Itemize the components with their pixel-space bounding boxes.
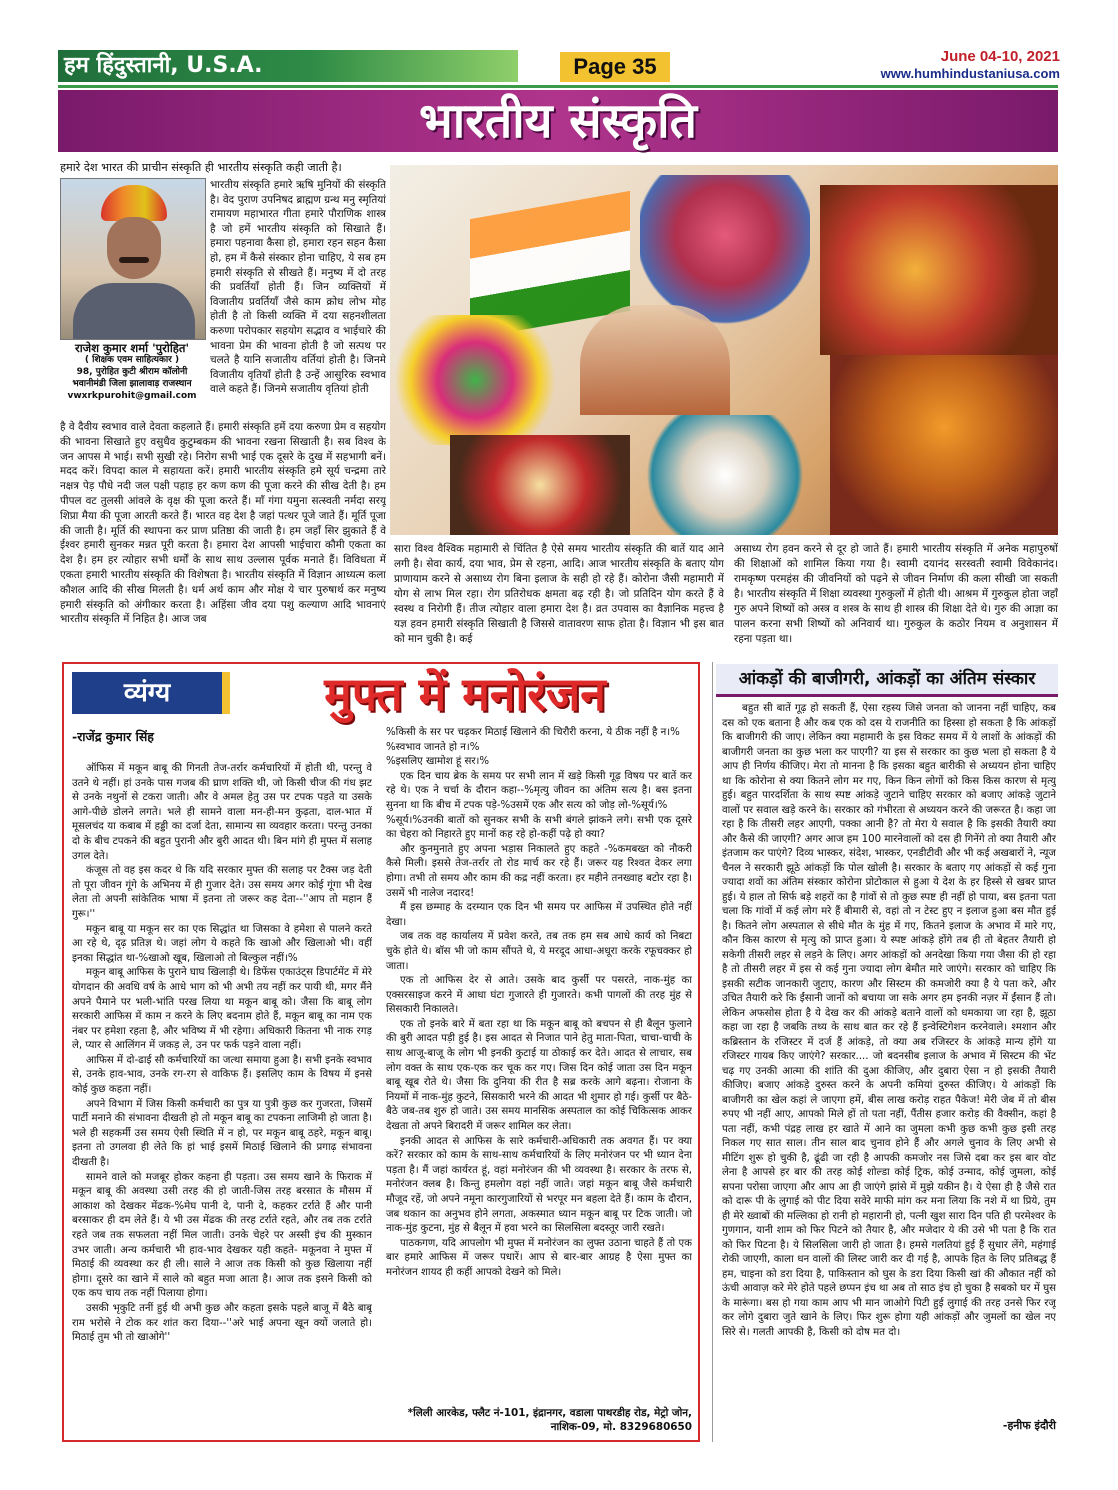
- section-banner: [58, 90, 1058, 152]
- article-left-column: है वे दैवीय स्वभाव वाले देवता कहलाते हैं। हमारी संस्कृति हमें दया करुणा प्रेम व सहयोग की भावना सिखाते हुए वसुधैव कुटुम्बकम की भावना रखना सिखाती है। सब विश्व के जन आपस मे भाई। सभी सुखी रहे। निरोग सभी भाई एक दूसरे के दुख में सहभागी बनें। मदद करें। विपदा काल मे सहायता करें। हमारी भारतीय संस्कृति हमे सूर्य चन्द्रमा तारे नक्षत्र पेड़ पौधे नदी जल पक्षी पहाड़ हर कण कण की पूजा करने की सीख देती है। हम पीपल वट तुलसी आंवले के वृक्ष की पूजा करते हैं। माँ गंगा यमुना सत्स्वती नर्मदा सरयू शिप्रा मैया की पूजा आरती करते हैं। भारत वह देश है जहां पत्थर पूजे जाते हैं। मूर्ति पूजा की जाती है। मूर्ति की स्थापना कर प्राण प्रतिष्ठा की जाती है। हम जहाँ सिर झुकाते हैं वे ईश्वर हमारी सुनकर मन्नत पूरी करता है। हमारा देश आपसी भाईचारा कौमी एकता का देश है। हम हर त्योहार सभी धर्मों के साथ साथ उल्लास पूर्वक मनाते हैं। विविधता में एकता हमारी भारतीय संस्कृति की विशेषता है। भारतीय संस्कृति में विज्ञान आध्यत्म कला कौशल आदि की सीख मिलती है। धर्म अर्थ काम और मोक्ष ये चार पुरुषार्थ कर मनुष्य हमारी संस्कृति को अंगीकार करता है। अहिंसा जीव दया पशु कल्याण आदि भावनाएं भारतीय संस्कृति में निहित है। आज जब: [60, 421, 386, 626]
- paragraph: मकून बाबू आफिस के पुराने घाघ खिलाड़ी थे। डिफेंस एकाउंट्स डिपार्टमेंट में मेरे योगदान की अवधि वर्ष के आधे भाग को भी अभी तय नहीं कर पायी थी, मगर मैंने अपने पैमाने पर भली-भांति परख लिया था मकून बाबू को। जैसा कि बाबू लोग सरकारी आफिस में काम न करने के लिए बदनाम होते हैं, मकून बाबू का नाम एक नंबर पर हमेशा रहता है, और भविष्य में भी रहेगा। अधिकारी कितना भी नाक रगड़ ले, प्यार से आलिंगन में जकड़ ले, उन पर फर्क पड़ने वाला नहीं।: [72, 967, 372, 1052]
- paragraph: अपने विभाग में जिस किसी कर्मचारी का पुत्र या पुत्री कुछ कर गुजरता, जिसमें पार्टी मनाने की संभावना दीखती हो तो मकून बाबू का टपकना लाजिमी हो जाता है। भले ही सहकर्मी उस समय ऐसी स्थिति में न हो, पर मकून बाबू ठहरे, मकून बाबू। इतना तो उगलवा ही लेते कि हां भाई इसमें मिठाई खिलाने की प्रगाढ़ संभावना दीखती है।: [72, 1098, 372, 1169]
- paragraph: %किसी के सर पर चढ़कर मिठाई खिलाने की चिरौरी करना, ये ठीक नहीं है न।%: [386, 727, 680, 738]
- paragraph: एक दिन चाय ब्रेक के समय पर सभी लान में खड़े किसी गूढ़ विषय पर बातें कर रहे थे। एक ने चर्चा के दौरान कहा--%मृत्यु जीवन का अंतिम सत्य है। बस इतना सुनना था कि बीच में टपक पड़े-%उसमें एक और सत्य को जोड़ लो-%सूर्य।%: [386, 770, 692, 811]
- paragraph: मकून बाबू या मकून सर का एक सिद्धांत था जिसका वे हमेशा से पालने करते आ रहे थे, दृढ़ प्रतिज्ञ थे। जहां लोग ये कहते कि खाओ और खिलाओ भी। वहीं इनका सिद्धांत था-%खाओ खूब, खिलाओ तो बिल्कुल नहीं।%: [72, 923, 372, 964]
- author-name: राजेश कुमार शर्मा 'पुरोहित': [74, 341, 189, 355]
- opinion-title: आंकड़ों की बाजीगरी, आंकड़ों का अंतिम संस्कार: [716, 664, 1058, 697]
- website-link[interactable]: www.humhindustaniusa.com: [880, 66, 1060, 81]
- paragraph: %स्वभाव जानते हो न।%: [386, 741, 480, 753]
- article-right-column: असाध्य रोग हवन करने से दूर हो जाते हैं। हमारी भारतीय संस्कृति में अनेक महापुरुषों की शिक्षाओं को शामिल किया गया है। स्वामी दयानंद सरस्वती स्वामी विवेकानंद। रामकृष्ण परमहंस की जीवनियों को पढ़ने से जीवन निर्माण की कला सीखी जा सकती है। भारतीय संस्कृति में शिक्षा व्यवस्था गुरुकुलों में होती थी। आश्रम में गुरुकुल होता जहाँ गुरु अपने शिष्यों को अस्त्र व शस्त्र के साथ ही शास्त्र की शिक्षा देते थे। गुरु की आज्ञा का पालन करना सभी शिष्यों को अनिवार्य था। गुरुकुल के कठोर नियम व अनुशासन में रहना पड़ता था।: [734, 543, 1058, 645]
- header-divider: [58, 85, 1058, 88]
- satire-tag: व्यंग्य: [72, 672, 230, 714]
- satire-column-1: [72, 762, 372, 1434]
- author-role: ( शिक्षक एवम साहित्यकार ): [84, 355, 180, 365]
- satire-column-2: [386, 726, 692, 1406]
- satire-author: -राजेंद्र कुमार सिंह: [72, 729, 154, 744]
- paragraph: कंजूस तो वह इस कदर थे कि यदि सरकार मुफ्त की सलाह पर टैक्स जड़ देती तो पूरा जीवन गूंगे के अभिनय में ही गुजार देते। उस समय अगर कोई गूंगा भी देख लेता तो अपनी सांकेतिक भाषा में इतना तो जरूर कह देता--''आप तो महान हैं गुरू।'': [72, 865, 372, 920]
- paragraph: ऑफिस में मकून बाबू की गिनती तेज-तर्रार कर्मचारियों में होती थी, परन्तु वे उतने थे नहीं। हां उनके पास गजब की घ्राण शक्ति थी, जो किसी चीज की गंध झट से उनके नथुनों से टकरा जाती। और वे अमल हेतु उस पर टपक पड़ते या उसके आगे-पीछे डोलने लगते। भले ही सामने वाला मन-ही-मन कुढ़ता, दाल-भात में मूसलचंद या कबाब में हड्डी का दर्जा देता, सामान्य सा व्यवहार करता। परन्तु उनका दो के बीच टपकने की बहुत पुरानी और बुरी आदत थी। बिन मांगे ही मुफ्त में सलाह उगल देते।: [72, 763, 372, 862]
- article-beside-photo: भारतीय संस्कृति हमारे ऋषि मुनियों की संस्कृति है। वेद पुराण उपनिषद ब्राह्मण ग्रन्थ मनु स्मृतियां रामायण महाभारत गीता हमारे पौराणिक शास्त्र है जो हमें भारतीय संस्कृति को सिखाते हैं। हमारा पहनावा कैसा हो, हमारा रहन सहन कैसा हो, हम में कैसे संस्कार होना चाहिए, ये सब हम हमारी संस्कृति से सीखते हैं। मनुष्य में दो तरह की प्रवर्तियाँ होती हैं। जिन व्यक्तियों में विजातीय प्रवर्तियाँ जैसे काम क्रोध लोभ मोह होती है तो किसी व्यक्ति में दया सहनशीलता करुणा परोपकार सहयोग सद्भाव व भाईचारे की भावना प्रेम की भावना होती है जो सत्पथ पर चलते है यानि सजातीय वर्तियां होती है। जिनमे विजातीय वृतियाँ होती है उन्हें आसुरिक स्वभाव वाले कहते हैं। जिनमे सजातीय वृतियां होती: [210, 179, 386, 396]
- culture-photo-collage: [390, 165, 1058, 535]
- article-intro: हमारे देश भारत की प्राचीन संस्कृति ही भारतीय संस्कृति कही जाती है।: [60, 161, 342, 174]
- opinion-author: -हनीफ इंदौरी: [1002, 1419, 1056, 1432]
- paragraph: एक तो इनके बारे में बता रहा था कि मकून बाबू को बचपन से ही बैलून फुलाने की बुरी आदत पड़ी हुई है। इस आदत से निजात पाने हेतु माता-पिता, चाचा-चाची के साथ आजू-बाजू के लोग भी इनकी कुटाई या ठोकाई कर देते। आदत से लाचार, सब लोग वक्त के साथ एक-एक कर चूक कर गए। जिस दिन कोई जाता उस दिन मकून बाबू खूब रोते थे। जैसा कि दुनिया की रीत है सब्र करके आगे बढ़ना। रोजाना के नियमों में नाक-मुंह कुटने, सिसकारी भरने की आदत भी शुमार हो गई। कुर्सी पर बैठे-बैठे जब-तब शुरु हो जाते। उस समय मानसिक अस्पताल का कोई चिकित्सक आकर देखता तो अपने बिरादरी में जरूर शामिल कर लेता।: [386, 1018, 692, 1133]
- author-photo: [60, 178, 206, 340]
- author-address: 98, पुरोहित कुटी श्रीराम कॉलोनी भवानीमंडी जिला झालावाड़ राजस्थान: [72, 367, 192, 389]
- paragraph: एक तो आफिस देर से आते। उसके बाद कुर्सी पर पसरते, नाक-मुंह का एक्सरसाइज करने में आधा घंटा गुजारते ही गुजारते। कभी पागलों की तरह मुंह से सिसकारी निकालते।: [386, 975, 692, 1016]
- paragraph: मैं इस छम्माह के दरम्यान एक दिन भी समय पर आफिस में उपस्थित होते नहीं देखा।: [386, 902, 692, 928]
- satire-address: *लिली आरकेड, फ्लैट नं-101, इंद्रानगर, वडाला पाथरडीह रोड, मेट्रो जोन, नाशिक-09, मो. 8329680650: [407, 1407, 692, 1433]
- issue-date: June 04-10, 2021: [940, 48, 1060, 65]
- paragraph: सामने वाले को मजबूर होकर कहना ही पड़ता। उस समय खाने के फिराक में मकून बाबू की अवस्था उसी तरह की हो जाती-जिस तरह बरसात के मौसम में आकाश को देखकर मेंढक-%मेघ पानी दे, पानी दे, कहकर टर्राते हैं और पानी बरसाकर ही दम लेते हैं। ये भी उस मेंढक की तरह टर्राते रहते, और तब तक टर्राते रहते जब तक सफलता नहीं मिल जाती। उनके चेहरे पर अस्सी इंच की मुस्कान उभर जाती। अन्य कर्मचारी भी हाव-भाव देखकर यही कहते- मकूनवा ने मुफ्त में मिठाई की व्यवस्था कर ही ली। साले ने आज तक किसी को कुछ खिलाया नहीं होगा। दूसरे का खाने में साले को बहुत मजा आता है। आज तक इसने किसी को एक कप चाय तक नहीं पिलाया होगा।: [72, 1171, 372, 1300]
- author-caption: [60, 342, 204, 402]
- page-number: Page 35: [560, 52, 670, 82]
- paragraph: जब तक वह कार्यालय में प्रवेश करते, तब तक हम सब आधे कार्य को निबटा चुके होते थे। बॉस भी जो काम सौंपते थे, ये मरदूद आधा-अधूरा करके रफूचक्कर हो जाता।: [386, 931, 692, 972]
- article-mid-column: सारा विश्व वैश्विक महामारी से चिंतित है ऐसे समय भारतीय संस्कृति की बातें याद आने लगी है। सेवा कार्य, दया भाव, प्रेम से रहना, आदि। आज भारतीय संस्कृति के बताए योग प्राणायाम करने से असाध्य रोग बिना इलाज के सही हो रहे हैं। कोरोना जैसी महामारी में योग से लाभ मिल रहा। रोग प्रतिरोधक क्षमता बढ़ रही है। जो प्रतिदिन योग करते हैं वे स्वस्थ व निरोगी हैं। तीज त्योहार वाला हमारा देश है। व्रत उपवास का वैज्ञानिक महत्त्व है यज्ञ हवन हमारी संस्कृति सिखाती है जिससे वातावरण साफ होता है। विज्ञान भी इस बात को मान चुकी है। कई: [394, 543, 724, 645]
- author-email: vwxrkpurohit@gmail.com: [67, 391, 197, 401]
- paragraph: पाठकगण, यदि आपलोग भी मुफ्त में मनोरंजन का लुफ्त उठाना चाहते हैं तो एक बार हमारे आफिस में जरूर पधारें। आप से बार-बार आग्रह है ऐसा मुफ्त का मनोरंजन शायद ही कहीं आपको देखने को मिले।: [386, 1237, 692, 1278]
- opinion-body: बहुत सी बातें गूढ़ हो सकती हैं, ऐसा रहस्य जिसे जनता को जानना नहीं चाहिए, कब दस को एक बताना है और कब एक को दस ये राजनीति का हिस्सा हो सकता है कि आंकड़ों कि बाजीगरी की जाए। लेकिन क्या महामारी के इस विकट समय में ये लाशों के आंकड़ों की बाजीगरी जनता का कुछ भला कर पाएगी? या इस से सरकार का कुछ भला हो सकता है ये आप ही निर्णय कीजिए। मेरा तो मानना है कि इसका बहुत बारीकी से अध्ययन होना चाहिए था कि कोरोना से क्या कितने लोग मर गए, किन किन लोगों को किस किस कारण से मृत्यु हुई। बहुत पारदर्शिता के साथ स्पष्ट आंकड़े जुटाने चाहिए सरकार को बजाए आंकड़े जुटाने वालों पर सवाल खड़े करने के। सरकार को गंभीरता से अध्ययन करने की जरूरत है। कहा जा रहा है कि तीसरी लहर आएगी, पक्का आनी है? तो मेरा ये सवाल है कि इसकी तैयारी क्या और कैसे की जाएगी? अगर आज हम 100 मारनेवालों को दस ही गिनेंगे तो क्या तैयारी और इंतजाम कर पाएंगे? दिव्य भास्कर, संदेश, भास्कर, एनडीटीवी और भी कई अखबारों ने, न्यूज चैनल ने सरकारी झूठे आंकड़ों कि पोल खोली है। सरकार के बताए गए आंकड़ों से कई गुना ज्यादा शवों का अंतिम संस्कार कोरोना प्रोटोकाल से हुआ ये देश के हर हिस्से से खबर प्राप्त हुई। ये हाल तो सिर्फ बड़े शहरों का है गांवों से तो कुछ स्पष्ट ही नहीं हो पाया, बस इतना पता चला कि गांवों में कई लोग मरे हैं बीमारी से, वहां तो न टेस्ट हुए न इलाज हुआ बस मौत हुई है। कितने लोग अस्पताल से सीधे मौत के मुंह में गए, कितने इलाज के अभाव में मारे गए, कौन किस कारण से मृत्यु को प्राप्त हुआ। ये स्पष्ट आंकड़े होंगे तब ही तो बेहतर तैयारी हो सकेगी तीसरी लहर से लड़ने के लिए। अगर आंकड़ों को अनदेखा किया गया जैसा की हो रहा है तो तीसरी लहर में इस से कई गुना ज्यादा लोग बेमौत मारे जाएंगे। सरकार को चाहिए कि इसकी सटीक जानकारी जुटाए, कारण और सिस्टम की कमजोरी क्या है ये पता करे, और उचित तैयारी करे कि ईंसानी जानों को बचाया जा सके अगर हम इनकी नज़र में ईंसान हैं तो। लेकिन अफसोस होता है ये देख कर की आंकड़े बताने वालों को धमकाया जा रहा है, झूठा कहा जा रहा है जबकि तथ्य के साथ बात कर रहे हैं इन्वेस्टिगेशन करनेवाले। श्मशान और कब्रिस्तान के रजिस्टर में दर्ज हैं आंकड़े, तो क्या अब रजिस्टर के आंकड़े मान्य होंगे या रजिस्टर गायब किए जाएंगे? सरकार.... जो बदनसीब इलाज के अभाव में सिस्टम की भेंट चढ़ गए उनकी आत्मा की शांति की दुआ कीजिए, और दुबारा ऐसा न हो इसकी तैयारी कीजिए। बजाए आंकड़े दुरुस्त करने के अपनी कमियां दुरुस्त कीजिए। ये आंकड़ों कि बाजीगरी का खेल कहां ले जाएगा हमें, बीस लाख करोड़ राहत पैकेज! मेरी जेब में तो बीस रुपए भी नहीं आए, आपको मिले हों तो पता नहीं, पैंतीस हजार करोड़ की वैक्सीन, कहां है पता नहीं, कभी पंद्रह लाख हर खाते में आने का जुमला कभी कुछ कभी कुछ इसी तरह निकल गए सात साल। तीन साल बाद चुनाव होने हैं और अगले चुनाव के लिए अभी से मीटिंग शुरू हो चुकी है, ढूंढी जा रही है आपकी कमजोर नस जिसे दबा कर इस बार वोट लेना है आपसे हर बार की तरह कोई शोल्डा कोई ट्रिक, कोई उन्माद, कोई जुमला, कोई सपना परोसा जाएगा और आप आ ही जाएंगे झांसे में मुझे यकीन है। ये ऐसा ही है जैसे रात को दारू पी के लुगाई को पीट दिया सवेरे माफी मांग कर मना लिया कि नशे में था प्रिये, तुम ही मेरे ख्वाबों की मल्लिका हो रानी हो महारानी हो, पत्नी खुश सारा दिन पति ही परमेश्वर के गुणगान, यानी शाम को फिर पिटने को तैयार है, और मजेदार ये की उसे भी पता है कि रात को फिर पिटना है। ये सिलसिला जारी हो जाता है। हमसे गलतियां हुई हैं सुधार लेंगे, महंगाई रोकी जाएगी, काला धन वालों की लिस्ट जारी कर दी गई है, आपके हित के लिए प्रतिबद्ध हैं हम, चाइना को डरा दिया है, पाकिस्तान को घुस के डरा दिया किसी खां की औकात नहीं को ऊंची आवाज़ करे मेरे होते पहले छप्पन इंच था अब तो साठ इंच हो चुका है सबको घर में घुस के मारूंगा। बस हो गया काम आप भी मान जाओगे पिटी हुई लुगाई की तरह उनसे फिर रजू कर लोगे दुबारा जुते खाने के लिए। फिर शुरू होगा यही आंकड़ों और जुमलों का खेल नए सिरे से। गलती आपकी है, किसी को दोष मत दो।: [722, 703, 1056, 1338]
- masthead-logo: हम हिंदुस्तानी, U.S.A.: [58, 50, 518, 82]
- section-title: भारतीय संस्कृति: [419, 93, 697, 149]
- satire-title: मुफ्त में मनोरंजन: [324, 667, 606, 721]
- paragraph: आफिस में दो-ढाई सौ कर्मचारियों का जत्था समाया हुआ है। सभी इनके स्वभाव से, उनके हाव-भाव, उनके रग-रग से वाकिफ हैं। इसलिए काम के विषय में इनसे कोई कुछ कहता नहीं।: [72, 1054, 372, 1096]
- paragraph: और कुनमुनाते हुए अपना भड़ास निकालते हुए कहते -%कमबख्त को नौकरी कैसे मिली। इससे तेज-तर्रार तो रोड मार्च कर रहे हैं। जरूर यह रिश्वत देकर लगा होगा। तभी तो समय और काम की कद्र नहीं करता। हर महीने तनख्वाह बटोर रहा है। उसमें भी नालेज नदारद!: [386, 843, 692, 899]
- paragraph: उसकी भृकुटि तनीं हुई थी अभी कुछ और कहता इसके पहले बाजू में बैठे बाबू राम भरोसे ने टोक कर शांत करा दिया--''अरे भाई अपना खून क्यों जलाते हो। मिठाई तुम भी तो खाओगे'': [72, 1302, 372, 1344]
- paragraph: %सूर्य।%उनकी बातों को सुनकर सभी के सभी बंगले झांकने लगे। सभी एक दूसरे का चेहरा को निहारते हुए मानों कह रहे हो-कहीं पढ़े हो क्या?: [386, 814, 692, 841]
- paragraph: %इसलिए खामोश हूं सर।%: [386, 756, 490, 768]
- paragraph: इनकी आदत से आफिस के सारे कर्मचारी-अधिकारी तक अवगत हैं। पर क्या करें? सरकार को काम के साथ-साथ कर्मचारियों के लिए मनोरंजन पर भी ध्यान देना पड़ता है। मैं जहां कार्यरत हूं, वहां मनोरंजन की भी व्यवस्था है। सरकार के तरफ से, मनोरंजन क्लब है। किन्तु हमलोग वहां नहीं जाते। जहां मकून बाबू जैसे कर्मचारी मौजूद रहें, जो अपने नमूना कारगुजारियों से भरपूर मन बहला देते हैं। काम के दौरान, जब थकान का अनुभव होने लगता, अकस्मात ध्यान मकून बाबू पर टिक जाती। जो नाक-मुंह कुटना, मुंह से बैलून में हवा भरने का सिलसिला बदस्तूर जारी रखते।: [386, 1135, 692, 1235]
